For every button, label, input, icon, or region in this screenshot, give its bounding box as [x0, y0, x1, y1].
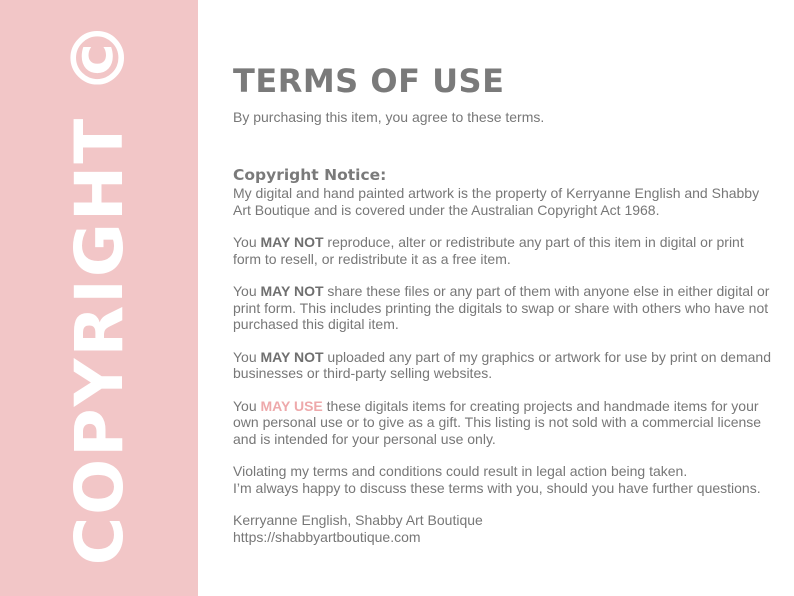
may-not-emphasis: MAY NOT [260, 283, 324, 299]
copyright-sidebar [0, 0, 198, 596]
violation-line: Violating my terms and conditions could result in legal action being taken. [233, 463, 688, 479]
paragraph-body: reproduce, alter or redistribute any part of this item in digital or print form to resell, or redistribute it as a free item. [233, 234, 744, 267]
paragraph-body: uploaded any part of my graphics or artwork for use by print on demand businesses or third-party selling websites. [233, 348, 771, 381]
paragraph-ownership: My digital and hand painted artwork is the property of Kerryanne English and Shabby Art Boutique and is covered under the Australian Copyright Act 1968. [233, 185, 760, 218]
paragraph-no-reproduce [233, 234, 773, 267]
copyright-symbol-icon: © [56, 18, 142, 95]
terms-content [233, 60, 773, 561]
paragraph-body: these digitals items for creating projects and handmade items for your own personal use or to give as a gift. This listing is not sold with a commercial license and is intended for your personal use only. [233, 397, 762, 447]
paragraph-no-share [233, 283, 773, 333]
paragraph-body: share these files or any part of them with anyone else in either digital or print form. This includes printing the digitals to swap or share with others who have not purchased this digital item. [233, 283, 770, 332]
paragraph-violations [233, 463, 773, 496]
page-subtitle: By purchasing this item, you agree to these terms. [233, 109, 545, 125]
copyright-vertical-label [56, 18, 142, 566]
may-use-emphasis: MAY USE [260, 397, 323, 414]
copyright-notice-heading: Copyright Notice: [233, 166, 387, 184]
signature-block [233, 512, 773, 545]
copyright-word: COPYRIGHT [61, 116, 138, 566]
page-title: TERMS OF USE [233, 62, 505, 100]
contact-line: I’m always happy to discuss these terms with you, should you have further questions. [233, 479, 761, 496]
paragraph-prefix: You [233, 348, 261, 365]
signature-name: Kerryanne English, Shabby Art Boutique [233, 512, 483, 528]
website-link[interactable]: https://shabbyartboutique.com [233, 528, 421, 545]
paragraph-prefix: You [233, 234, 261, 250]
paragraph-prefix: You [233, 283, 261, 299]
may-not-emphasis: MAY NOT [260, 234, 324, 250]
paragraph-no-upload [233, 349, 773, 382]
paragraph-may-use [233, 398, 773, 448]
may-not-emphasis: MAY NOT [260, 348, 324, 365]
paragraph-prefix: You [233, 397, 261, 414]
